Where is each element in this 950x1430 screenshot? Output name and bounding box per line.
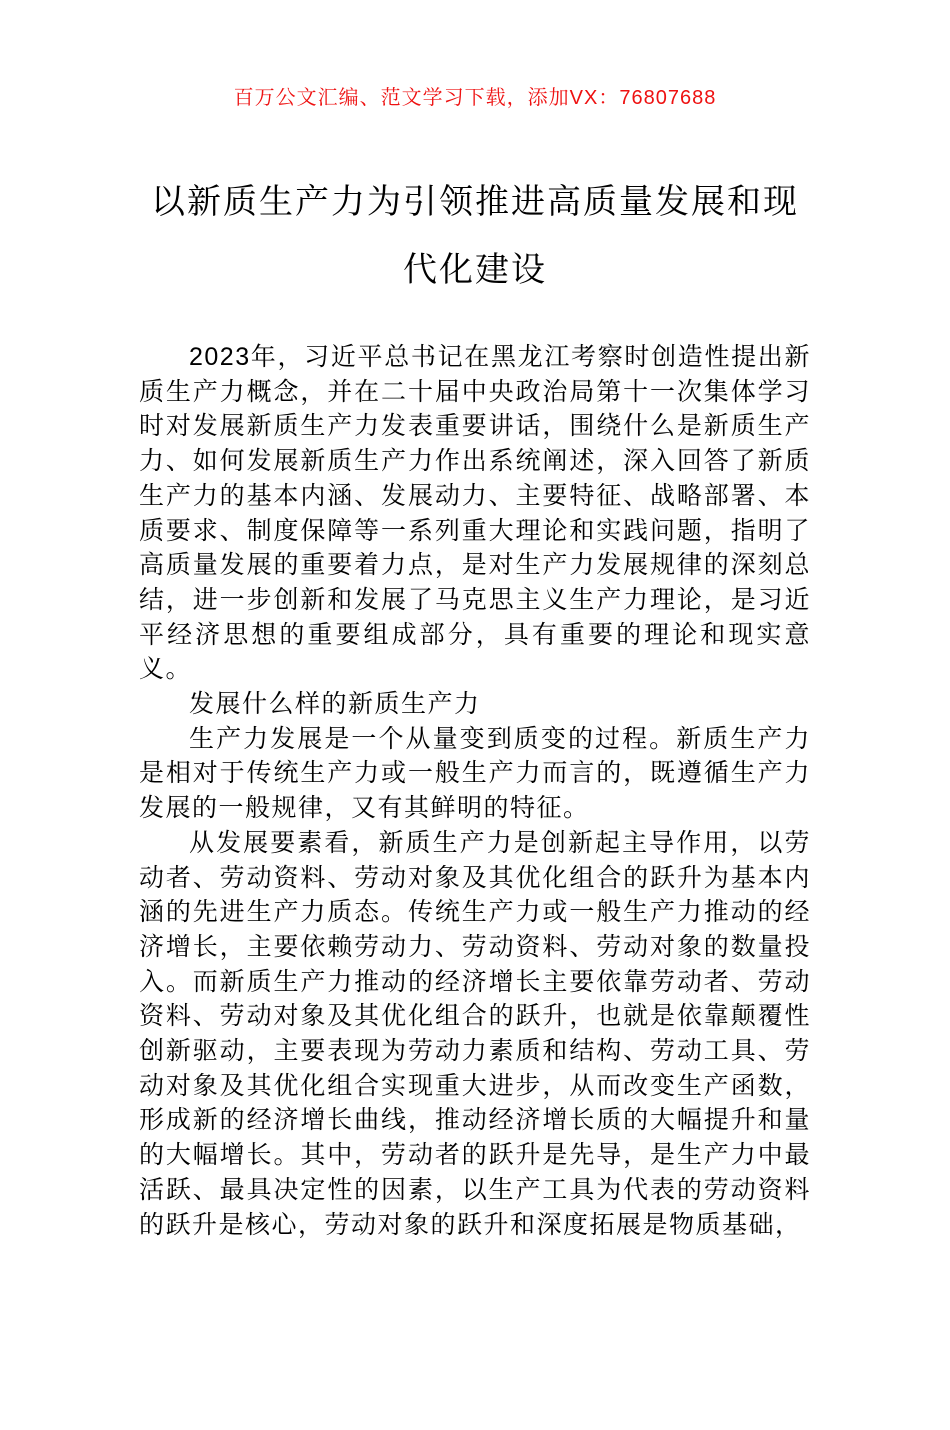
watermark-notice: 百万公文汇编、范文学习下载，添加VX：76807688: [233, 87, 717, 109]
paragraph-intro: 2023年，习近平总书记在黑龙江考察时创造性提出新质生产力概念，并在二十届中央政治局第十一次集体学习时对发展新质生产力发表重要讲话，围绕什么是新质生产力、如何发展新质生产力作出系统阐述，深入回答了新质生产力的基本内涵、发展动力、主要特征、战略部署、本质要求、制度保障等一系列重大理论和实践问题，指明了高质量发展的重要着力点，是对生产力发展规律的深刻总结，进一步创新和发展了马克思主义生产力理论，是习近平经济思想的重要组成部分，具有重要的理论和现实意义。: [139, 343, 811, 684]
document-title: 以新质生产力为引领推进高质量发展和现代化建设: [151, 183, 799, 289]
document-page: [0, 86, 950, 1430]
document-body: [139, 340, 811, 1242]
paragraph-subheading: 发展什么样的新质生产力: [189, 690, 481, 719]
paragraph-development-elements: 从发展要素看，新质生产力是创新起主导作用，以劳动者、劳动资料、劳动对象及其优化组合的跃升为基本内涵的先进生产力质态。传统生产力或一般生产力推动的经济增长，主要依赖劳动力、劳动资料、劳动对象的数量投入。而新质生产力推动的经济增长主要依靠劳动者、劳动资料、劳动对象及其优化组合的跃升，也就是依靠颠覆性创新驱动，主要表现为劳动力素质和结构、劳动工具、劳动对象及其优化组合实现重大进步，从而改变生产函数，形成新的经济增长曲线，推动经济增长质的大幅提升和量的大幅增长。其中，劳动者的跃升是先导，是生产力中最活跃、最具决定性的因素，以生产工具为代表的劳动资料的跃升是核心，劳动对象的跃升和深度拓展是物质基础，: [139, 828, 811, 1239]
paragraph-overview: 生产力发展是一个从量变到质变的过程。新质生产力是相对于传统生产力或一般生产力而言的，既遵循生产力发展的一般规律，又有其鲜明的特征。: [139, 724, 811, 823]
